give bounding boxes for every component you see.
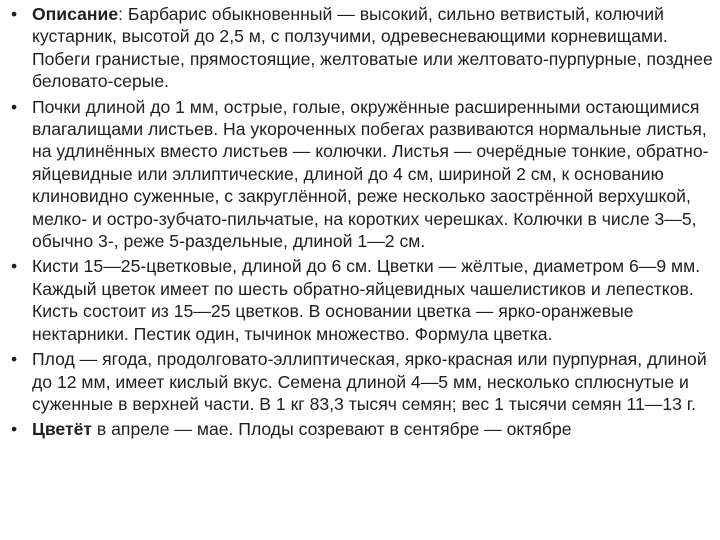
term-label: Описание [32, 4, 119, 24]
list-item-racemes [8, 255, 714, 345]
bullet-icon: • [11, 96, 18, 117]
list-item-description [8, 3, 714, 93]
item-text: Кисти 15—25-цветковые, длиной до 6 см. Цветки — жёлтые, диаметром 6—9 мм. Каждый цветок имеет по шесть обратно-яйцевидных чашелистиков и лепестков. Кисть состоит из 15—25 цветков. В основании цветка — ярко-оранжевые нектарники. Пестик один, тычинок множество. Формула цветка. [32, 256, 701, 344]
bullet-icon: • [11, 4, 18, 24]
bullet-list [8, 3, 714, 444]
term-label: Цветёт [32, 419, 93, 440]
bullet-icon: • [11, 419, 18, 440]
item-text: в апреле — мае. Плоды созревают в сентябре — октябре [92, 419, 572, 440]
bullet-icon: • [11, 256, 18, 277]
item-text: : Барбарис обыкновенный — высокий, сильно ветвистый, колючий кустарник, высотой до 2,5 м, с ползучими, одревесневающими корневищами. Побеги гранистые, прямостоящие, желтоватые или желтовато-пурпурные, позднее беловато-серые. [32, 4, 713, 92]
bullet-icon: • [11, 349, 18, 370]
item-text: Почки длиной до 1 мм, острые, голые, окружённые расширенными остающимися влагалищами листьев. На укороченных побегах развиваются нормальные листья, на удлинённых вместо листьев — колючки. Листья — очерёдные тонкие, обратно-яйцевидные или эллиптические, длиной до 4 см, шириной 2 см, к основанию клиновидно суженные, с закруглённой, реже несколько заострённой верхушкой, мелко- и остро-зубчато-пильчатые, на коротких черешках. Колючки в числе 3—5, обычно 3-, реже 5-раздельные, длиной 1—2 см. [32, 96, 709, 252]
item-text: Плод — ягода, продолговато-эллиптическая, ярко-красная или пурпурная, длиной до 12 мм, имеет кислый вкус. Семена длиной 4—5 мм, несколько сплюснутые и суженные в верхней части. В 1 кг 83,3 тысяч семян; вес 1 тысячи семян 11—13 г. [32, 349, 707, 414]
list-item-flowering [8, 418, 714, 440]
list-item-fruit [8, 348, 714, 415]
list-item-buds-leaves [8, 96, 714, 253]
